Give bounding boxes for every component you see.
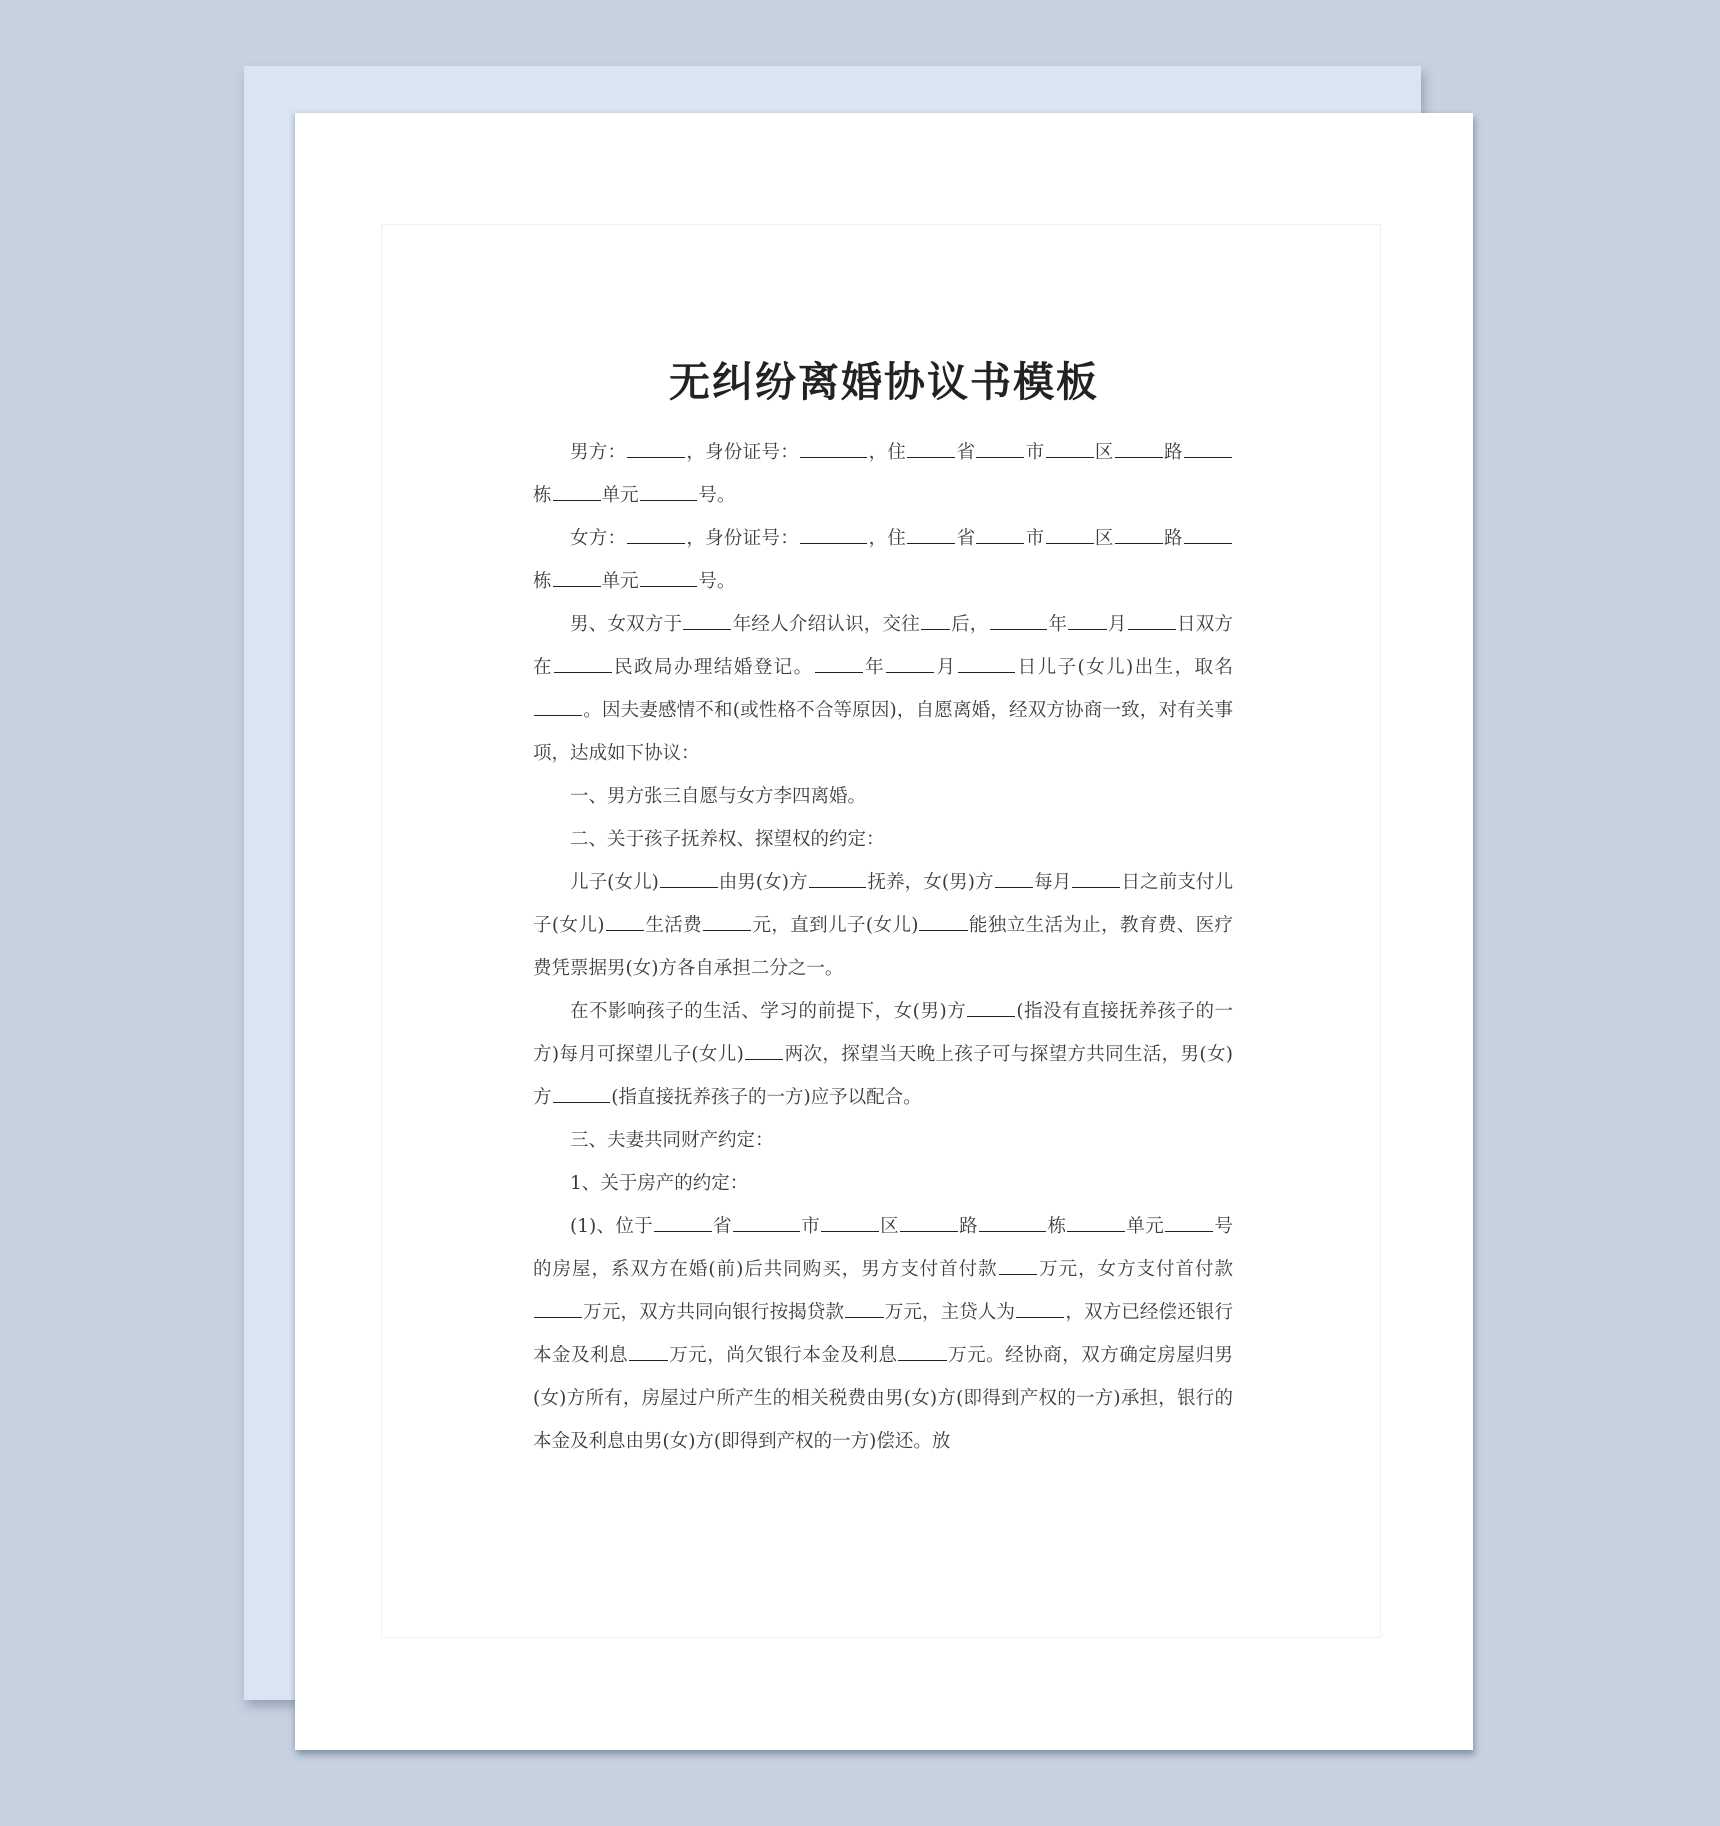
fill-in-blank bbox=[534, 1299, 582, 1319]
fill-in-blank bbox=[967, 998, 1015, 1018]
paragraph-custody-support: 儿子(女儿) 由男(女)方 抚养，女(男)方 每月 日之前支付儿子(女儿) 生活费 元，直到儿子(女儿) 能独立生活为止，教育费、医疗费凭票据男(女)方各自承担二分之一。 bbox=[533, 861, 1233, 990]
fill-in-blank bbox=[815, 654, 863, 674]
fill-in-blank bbox=[1068, 611, 1106, 631]
fill-in-blank bbox=[1046, 439, 1094, 459]
fill-in-blank bbox=[995, 869, 1033, 889]
fill-in-blank bbox=[627, 525, 685, 545]
fill-in-blank bbox=[990, 611, 1048, 631]
fill-in-blank bbox=[1184, 439, 1232, 459]
fill-in-blank bbox=[745, 1041, 783, 1061]
paragraph-marriage-background: 男、女双方于 年经人介绍认识，交往 后， 年 月 日双方在 民政局办理结婚登记。 年 月 日儿子(女儿)出生，取名。因夫妻感情不和(或性格不合等原因)，自愿离婚，经双方协商一致，对有关事项，达成如下协议： bbox=[533, 603, 1233, 775]
fill-in-blank bbox=[627, 439, 685, 459]
fill-in-blank bbox=[606, 912, 644, 932]
fill-in-blank bbox=[958, 654, 1016, 674]
fill-in-blank bbox=[1128, 611, 1176, 631]
fill-in-blank bbox=[660, 869, 718, 889]
fill-in-blank bbox=[900, 1213, 958, 1233]
fill-in-blank bbox=[921, 611, 950, 631]
fill-in-blank bbox=[976, 439, 1024, 459]
subclause-1-real-estate-heading: 1、关于房产的约定： bbox=[570, 1173, 749, 1194]
fill-in-blank bbox=[534, 697, 582, 717]
fill-in-blank bbox=[1165, 1213, 1213, 1233]
fill-in-blank bbox=[554, 654, 612, 674]
paragraph-real-estate-details: (1)、位于 省 市 区 路 栋 单元 号的房屋，系双方在婚(前)后共同购买，男方支付首付款 万元，女方支付首付款万元，双方共同向银行按揭贷款 万元，主贷人为 ，双方已经偿还银行本金及利息 万元，尚欠银行本金及利息 万元。经协商，双方确定房屋归男(女)方所有，房屋过户所产生的相关税费由男(女)方(即得到产权的一方)承担，银行的本金及利息由男(女)方(即得到产权的一方)偿还。放 bbox=[533, 1205, 1233, 1463]
fill-in-blank bbox=[1184, 525, 1232, 545]
fill-in-blank bbox=[979, 1213, 1046, 1233]
fill-in-blank bbox=[898, 1342, 946, 1362]
fill-in-blank bbox=[733, 1213, 800, 1233]
front-page-sheet bbox=[295, 113, 1473, 1750]
fill-in-blank bbox=[809, 869, 867, 889]
fill-in-blank bbox=[907, 525, 955, 545]
clause-3-heading-property: 三、夫妻共同财产约定： bbox=[570, 1130, 774, 1151]
fill-in-blank bbox=[845, 1299, 883, 1319]
fill-in-blank bbox=[553, 482, 601, 502]
paragraph-visitation: 在不影响孩子的生活、学习的前提下，女(男)方 (指没有直接抚养孩子的一方)每月可探望儿子(女儿) 两次，探望当天晚上孩子可与探望方共同生活，男(女)方 (指直接抚养孩子的一方)应予以配合。 bbox=[533, 990, 1233, 1119]
fill-in-blank bbox=[907, 439, 955, 459]
paragraph-male-party: 男方： ，身份证号： ，住 省 市 区 路栋 单元 号。 bbox=[533, 431, 1233, 517]
fill-in-blank bbox=[1115, 439, 1163, 459]
fill-in-blank bbox=[703, 912, 751, 932]
fill-in-blank bbox=[629, 1342, 667, 1362]
document-body bbox=[533, 431, 1233, 1463]
fill-in-blank bbox=[640, 482, 698, 502]
fill-in-blank bbox=[1046, 525, 1094, 545]
paragraph-female-party: 女方： ，身份证号： ，住 省 市 区 路栋 单元 号。 bbox=[533, 517, 1233, 603]
fill-in-blank bbox=[800, 439, 867, 459]
fill-in-blank bbox=[886, 654, 934, 674]
fill-in-blank bbox=[800, 525, 867, 545]
document-title: 无纠纷离婚协议书模板 bbox=[669, 358, 1099, 406]
fill-in-blank bbox=[976, 525, 1024, 545]
clause-2-heading-custody: 二、关于孩子抚养权、探望权的约定： bbox=[570, 829, 885, 850]
fill-in-blank bbox=[1072, 869, 1120, 889]
fill-in-blank bbox=[1115, 525, 1163, 545]
fill-in-blank bbox=[683, 611, 731, 631]
fill-in-blank bbox=[553, 1084, 611, 1104]
fill-in-blank bbox=[919, 912, 967, 932]
fill-in-blank bbox=[821, 1213, 879, 1233]
fill-in-blank bbox=[999, 1256, 1037, 1276]
clause-1-divorce: 一、男方张三自愿与女方李四离婚。 bbox=[570, 786, 867, 807]
fill-in-blank bbox=[654, 1213, 712, 1233]
fill-in-blank bbox=[553, 568, 601, 588]
fill-in-blank bbox=[640, 568, 698, 588]
fill-in-blank bbox=[1016, 1299, 1064, 1319]
fill-in-blank bbox=[1067, 1213, 1125, 1233]
